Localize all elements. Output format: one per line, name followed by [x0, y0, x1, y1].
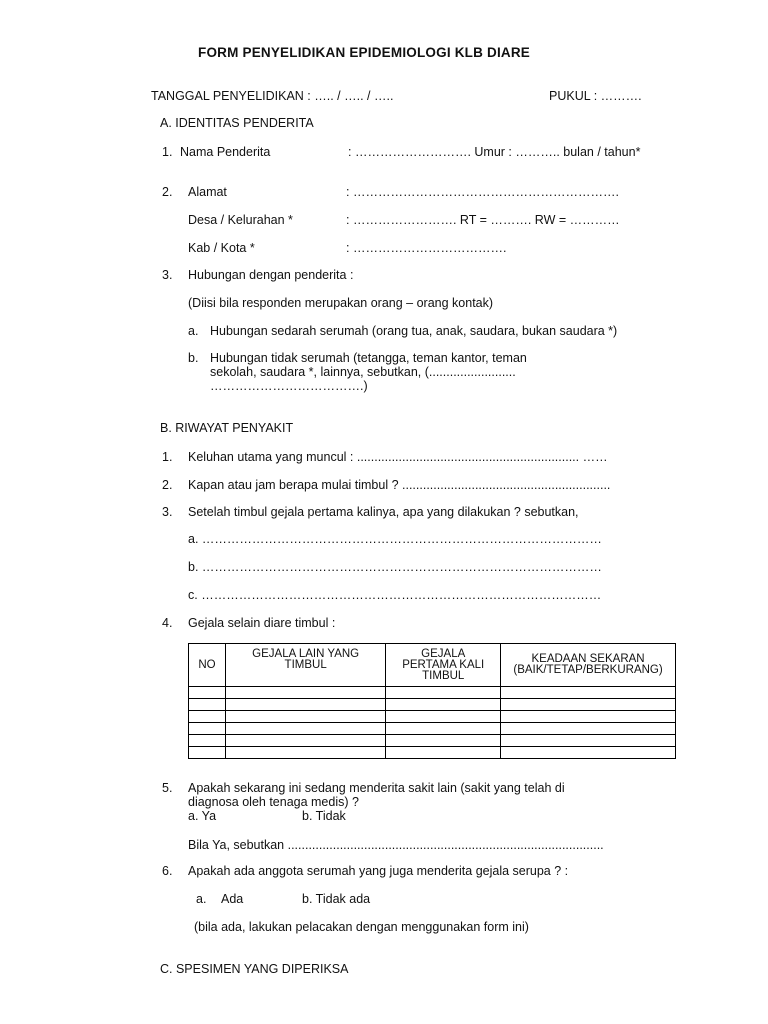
desa-label: Desa / Kelurahan * [188, 213, 293, 227]
hubungan-tidak-serumah-line2[interactable]: sekolah, saudara *, lainnya, sebutkan, (......................... [210, 365, 516, 379]
table-row [189, 735, 676, 747]
col-gejala-pertama-header: GEJALA PERTAMA KALI TIMBUL [386, 644, 501, 687]
a-q2-number: 2. [162, 185, 173, 199]
table-cell[interactable] [189, 747, 226, 759]
section-a-heading: A. IDENTITAS PENDERITA [160, 116, 314, 130]
table-cell[interactable] [189, 711, 226, 723]
kab-kota-label: Kab / Kota * [188, 241, 255, 255]
sakit-lain-question-line1: Apakah sekarang ini sedang menderita sakit lain (sakit yang telah di [188, 781, 565, 795]
b-q4-number: 4. [162, 616, 173, 630]
pukul-text: PUKUL : ………. [549, 89, 642, 103]
table-row [189, 747, 676, 759]
table-cell[interactable] [225, 699, 385, 711]
kab-kota-field[interactable]: : ………………………………. [346, 241, 507, 255]
col-no-header: NO [189, 644, 226, 687]
table-cell[interactable] [225, 687, 385, 699]
hubungan-note: (Diisi bila responden merupakan orang – orang kontak) [188, 296, 494, 310]
form-title: FORM PENYELIDIKAN EPIDEMIOLOGI KLB DIARE [198, 45, 531, 60]
table-header-row [189, 644, 676, 687]
table-cell[interactable] [225, 723, 385, 735]
b-q5-number: 5. [162, 781, 173, 795]
col-gejala-lain-header: GEJALA LAIN YANG TIMBUL [225, 644, 385, 687]
b-q6-number: 6. [162, 864, 173, 878]
anggota-option-ada[interactable]: Ada [221, 892, 244, 906]
table-row [189, 687, 676, 699]
tindakan-b-field[interactable]: b. …………………………………………………………………………………… [188, 560, 602, 574]
table-cell[interactable] [189, 687, 226, 699]
table-cell[interactable] [501, 699, 676, 711]
table-cell[interactable] [501, 687, 676, 699]
tindakan-a-field[interactable]: a. …………………………………………………………………………………… [188, 532, 602, 546]
table-cell[interactable] [501, 723, 676, 735]
section-b-heading: B. RIWAYAT PENYAKIT [160, 421, 294, 435]
hubungan-tidak-serumah-line1[interactable]: Hubungan tidak serumah (tetangga, teman kantor, teman [210, 351, 527, 365]
sakit-lain-option-tidak[interactable]: b. Tidak [302, 809, 346, 823]
section-c-heading: C. SPESIMEN YANG DIPERIKSA [160, 962, 349, 976]
alamat-field[interactable]: : ………………………………………………………. [346, 185, 619, 199]
tindakan-question: Setelah timbul gejala pertama kalinya, apa yang dilakukan ? sebutkan, [188, 505, 579, 519]
hubungan-a-letter: a. [188, 324, 199, 338]
table-cell[interactable] [189, 699, 226, 711]
b-q1-number: 1. [162, 450, 173, 464]
tanggal-field[interactable]: TANGGAL PENYELIDIKAN : ….. / ….. / ….. [151, 89, 394, 103]
table-cell[interactable] [386, 723, 501, 735]
table-row [189, 699, 676, 711]
nama-penderita-label: Nama Penderita [180, 145, 271, 159]
table-cell[interactable] [386, 711, 501, 723]
a-q3-number: 3. [162, 268, 173, 282]
table-row [189, 711, 676, 723]
anggota-serumah-question: Apakah ada anggota serumah yang juga menderita gejala serupa ? : [188, 864, 569, 878]
alamat-label: Alamat [188, 185, 227, 199]
anggota-option-a-letter: a. [196, 892, 207, 906]
table-cell[interactable] [225, 747, 385, 759]
desa-rt-rw-field[interactable]: : ……………………. RT = ………. RW = ………… [346, 213, 620, 227]
hubungan-sedarah-option[interactable]: Hubungan sedarah serumah (orang tua, anak, saudara, bukan saudara *) [210, 324, 618, 338]
table-cell[interactable] [501, 711, 676, 723]
table-cell[interactable] [501, 747, 676, 759]
tindakan-c-field[interactable]: c. …………………………………………………………………………………… [188, 588, 602, 602]
table-cell[interactable] [386, 747, 501, 759]
table-cell[interactable] [225, 735, 385, 747]
table-cell[interactable] [386, 699, 501, 711]
table-cell[interactable] [386, 687, 501, 699]
table-cell[interactable] [386, 735, 501, 747]
keluhan-utama-field[interactable]: Keluhan utama yang muncul : ................................................................ …… [188, 450, 608, 464]
hubungan-tidak-serumah-line3[interactable]: ……………………………….) [210, 379, 368, 393]
pelacakan-note: (bila ada, lakukan pelacakan dengan menggunakan form ini) [194, 920, 529, 934]
mulai-timbul-field[interactable]: Kapan atau jam berapa mulai timbul ? ............................................................ [188, 478, 611, 492]
table-cell[interactable] [189, 735, 226, 747]
hubungan-b-letter: b. [188, 351, 199, 365]
bila-ya-field[interactable]: Bila Ya, sebutkan ........................................................................................... [188, 838, 604, 852]
col-keadaan-header: KEADAAN SEKARAN (BAIK/TETAP/BERKURANG) [501, 644, 676, 687]
pukul-field[interactable] [549, 89, 642, 103]
table-cell[interactable] [189, 723, 226, 735]
a-q1-number: 1. [162, 145, 173, 159]
b-q2-number: 2. [162, 478, 173, 492]
hubungan-label: Hubungan dengan penderita : [188, 268, 354, 282]
nama-umur-field[interactable]: : ………………………. Umur : ……….. bulan / tahun* [348, 145, 641, 159]
b-q3-number: 3. [162, 505, 173, 519]
table-cell[interactable] [225, 711, 385, 723]
table-row [189, 723, 676, 735]
anggota-option-tidak-ada[interactable]: b. Tidak ada [302, 892, 371, 906]
gejala-table [188, 643, 676, 759]
table-cell[interactable] [501, 735, 676, 747]
sakit-lain-question-line2: diagnosa oleh tenaga medis) ? [188, 795, 359, 809]
sakit-lain-option-ya[interactable]: a. Ya [188, 809, 217, 823]
gejala-lain-question: Gejala selain diare timbul : [188, 616, 336, 630]
